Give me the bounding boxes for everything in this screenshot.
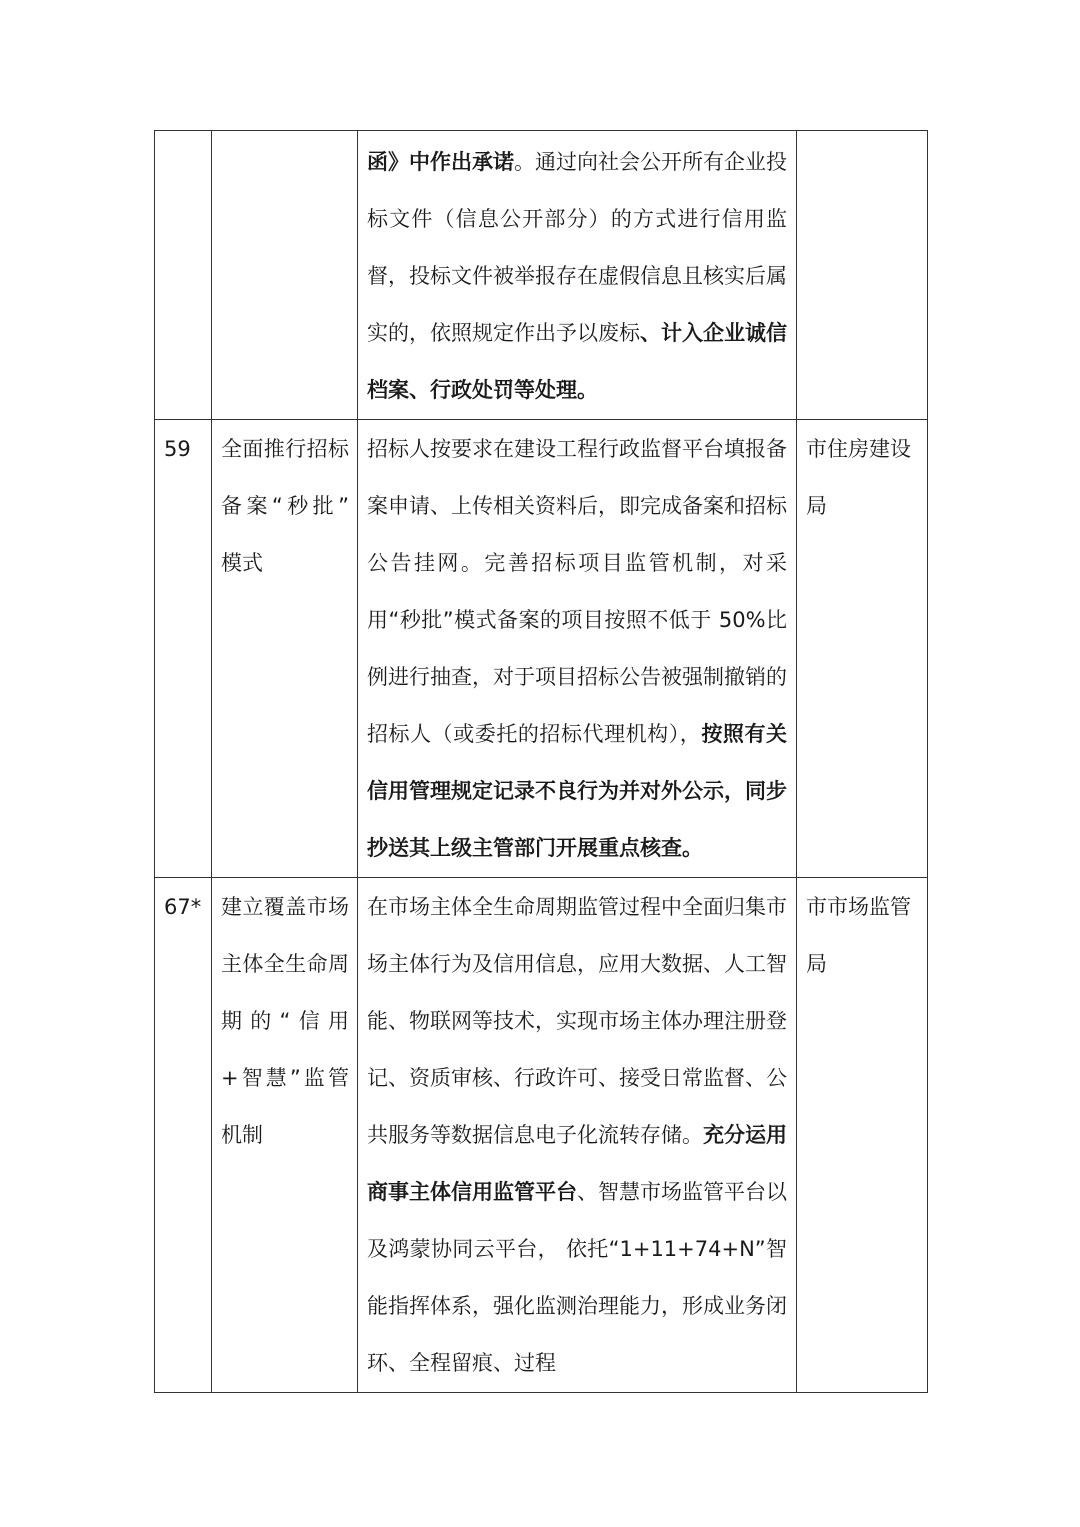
department: 市市场监管局 bbox=[806, 895, 911, 976]
description-text: 招标人按要求在建设工程行政监督平台填报备案申请、上传相关资料后，即完成备案和招标公告挂网。完善招标项目监管机制，对采用“秒批”模式备案的项目按照不低于 50%比例进行抽查，对于项目招标公告被强制撤销的招标人（或委托的招标代理机构）， bbox=[367, 437, 787, 746]
table-row bbox=[155, 131, 928, 420]
table-row bbox=[155, 420, 928, 878]
measure-description bbox=[358, 131, 796, 419]
row-number-cell bbox=[155, 420, 212, 878]
policy-table bbox=[154, 130, 928, 1393]
description-bold-text: 充分运用商事主体信用监管平台 bbox=[367, 1123, 787, 1204]
table-row bbox=[155, 878, 928, 1393]
row-number: 67* bbox=[164, 895, 202, 919]
department-cell bbox=[797, 131, 928, 420]
description-text: 。通过向社会公开所有企业投标文件（信息公开部分）的方式进行信用监督，投标文件被举报存在虚假信息且核实后属实的，依照规定作出予以废标 bbox=[367, 150, 787, 345]
department bbox=[797, 131, 927, 134]
measure-description-cell bbox=[358, 878, 797, 1393]
description-bold-text: 函》中作出承诺 bbox=[367, 150, 514, 174]
measure-description bbox=[358, 878, 796, 1392]
row-number-cell bbox=[155, 878, 212, 1393]
measure-name: 全面推行招标备案“秒批” 模式 bbox=[221, 437, 349, 575]
description-bold-text: 按照有关信用管理规定记录不良行为并对外公示，同步抄送其上级主管部门开展重点核查。 bbox=[367, 722, 788, 860]
measure-name bbox=[212, 131, 357, 134]
measure-name-cell bbox=[212, 131, 358, 420]
measure-description bbox=[358, 420, 796, 877]
description-text: 、智慧市场监管平台以及鸿蒙协同云平台， 依托“1+11+74+N”智能指挥体系，强化监测治理能力，形成业务闭环、全程留痕、过程 bbox=[367, 1180, 787, 1375]
measure-name: 建立覆盖市场主体全生命周期的“信用+智慧”监管机制 bbox=[221, 895, 349, 1147]
measure-name-cell bbox=[212, 420, 358, 878]
department-cell bbox=[797, 420, 928, 878]
department-cell bbox=[797, 878, 928, 1393]
department: 市住房建设局 bbox=[806, 437, 911, 518]
description-text: 在市场主体全生命周期监管过程中全面归集市场主体行为及信用信息，应用大数据、人工智能、物联网等技术，实现市场主体办理注册登记、资质审核、行政许可、接受日常监督、公共服务等数据信息电子化流转存储。 bbox=[367, 895, 787, 1147]
description-bold-text: 、计入企业诚信档案、行政处罚等处理。 bbox=[367, 321, 787, 402]
row-number: 59 bbox=[164, 437, 191, 461]
measure-description-cell bbox=[358, 420, 797, 878]
measure-name-cell bbox=[212, 878, 358, 1393]
measure-description-cell bbox=[358, 131, 797, 420]
row-number bbox=[155, 131, 211, 134]
row-number-cell bbox=[155, 131, 212, 420]
